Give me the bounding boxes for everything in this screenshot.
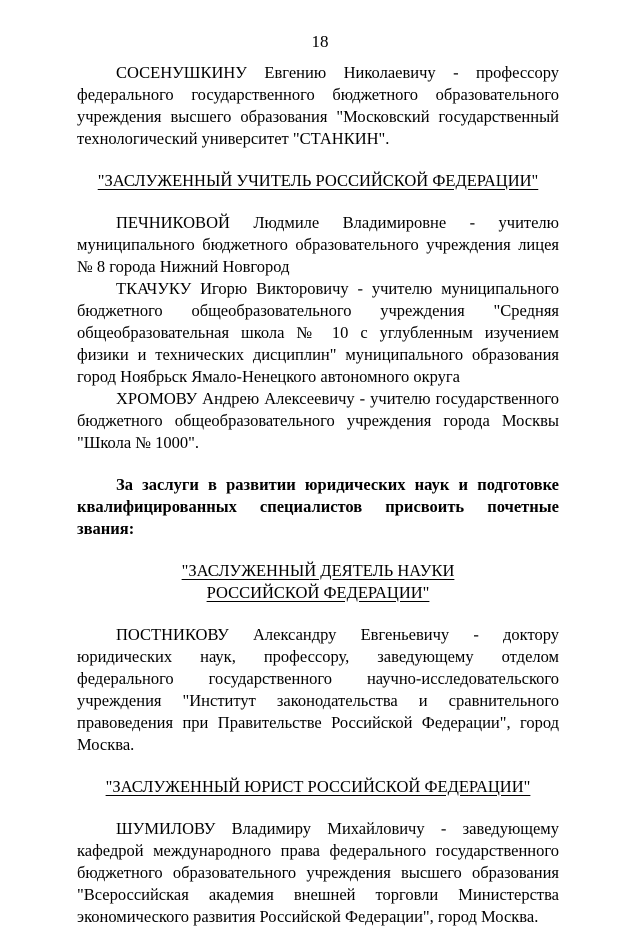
title-line: РОССИЙСКОЙ ФЕДЕРАЦИИ" (206, 583, 430, 602)
title-honored-scientist (77, 560, 559, 604)
page-number: 18 (311, 32, 329, 51)
award-entry-tkachuk: ТКАЧУКУ Игорю Викторовичу - учителю муниципального бюджетного общеобразовательного учреждения "Средняя общеобразовательная школа № 10 с углубленным изучением физики и технических дисциплин" муниципального образования город Ноябрьск Ямало-Ненецкого автономного округа (77, 279, 559, 386)
title-line: "ЗАСЛУЖЕННЫЙ ДЕЯТЕЛЬ НАУКИ (181, 561, 455, 580)
document-body (77, 62, 559, 928)
award-entry-khromov: ХРОМОВУ Андрею Алексеевичу - учителю государственного бюджетного общеобразовательного учреждения города Москвы "Школа № 1000". (77, 389, 559, 452)
award-entry-pechnikova: ПЕЧНИКОВОЙ Людмиле Владимировне - учителю муниципального бюджетного образовательного учреждения лицея № 8 города Нижний Новгород (77, 213, 559, 276)
title-honored-teacher: "ЗАСЛУЖЕННЫЙ УЧИТЕЛЬ РОССИЙСКОЙ ФЕДЕРАЦИИ" (97, 171, 539, 190)
award-entry-postnikov: ПОСТНИКОВУ Александру Евгеньевичу - доктору юридических наук, профессору, заведующему отделом федерального государственного научно-исследовательского учреждения "Институт законодательства и сравнительного правоведения при Правительстве Российской Федерации", город Москва. (77, 625, 559, 754)
decree-statement: За заслуги в развитии юридических наук и подготовке квалифицированных специалистов присвоить почетные звания: (77, 475, 559, 538)
award-entry-shumilov: ШУМИЛОВУ Владимиру Михайловичу - заведующему кафедрой международного права федерального государственного бюджетного образовательного учреждения высшего образования "Всероссийская академия внешней торговли Министерства экономического развития Российской Федерации", город Москва. (77, 819, 559, 926)
award-entry-sosenushkin: СОСЕНУШКИНУ Евгению Николаевичу - профессору федерального государственного бюджетного образовательного учреждения высшего образования "Московский государственный технологический университет "СТАНКИН". (77, 63, 559, 148)
title-honored-lawyer: "ЗАСЛУЖЕННЫЙ ЮРИСТ РОССИЙСКОЙ ФЕДЕРАЦИИ" (105, 777, 531, 796)
